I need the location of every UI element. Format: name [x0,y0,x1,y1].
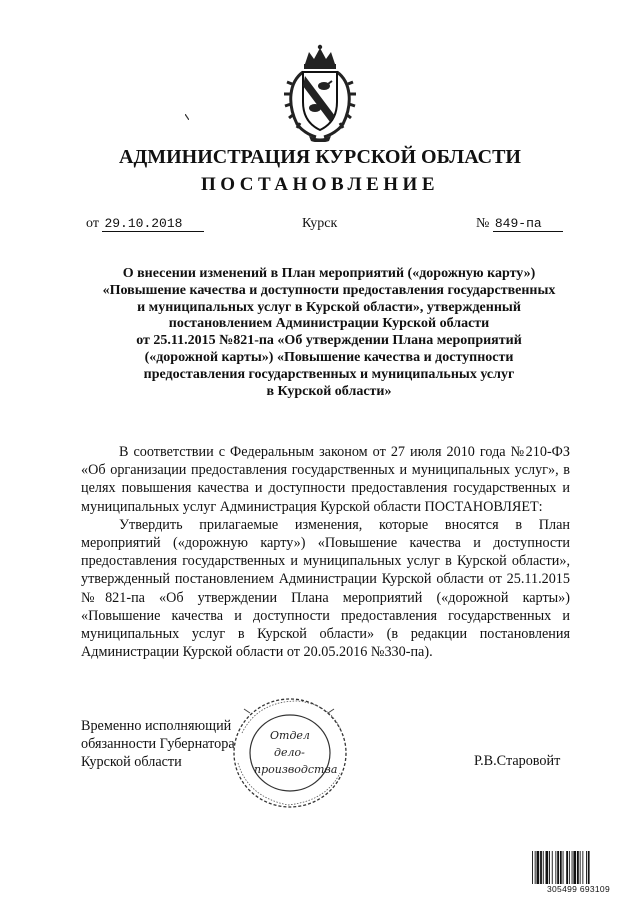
subject-line: постановлением Администрации Курской области [168,316,490,332]
stamp-text: дело- [274,746,305,759]
signatory-name: Р.В.Старовойт [474,753,561,769]
document-body [81,443,570,661]
document-subject [80,266,578,400]
document-type-title: ПОСТАНОВЛЕНИЕ [200,174,440,195]
document-city: Курск [302,216,338,231]
subject-line: в Курской области» [266,383,392,399]
position-line: Курской области [81,754,182,771]
stamp-text: производства [254,763,338,776]
office-stamp [228,693,350,811]
subject-line: от 25.11.2015 №821-па «Об утверждении Плана мероприятий [136,333,522,349]
date-prefix: от [86,216,99,231]
subject-line: и муниципальных услуг в Курской области», утвержденный [137,299,521,315]
body-paragraph-preamble: В соответствии с Федеральным законом от 27 июля 2010 года №210-ФЗ «Об организации предоставления государственных и муниципальных услуг», в целях повышения качества и доступности предоставления государственных и муниципальных услуг Администрация Курской области ПОСТАНОВЛЯЕТ: [81,444,570,515]
subject-line: О внесении изменений в План мероприятий («дорожную карту») [122,266,536,281]
document-date [86,216,204,236]
subject-line: «Повышение качества и доступности предоставления государственных [102,282,556,298]
position-line: обязанности Губернатора [81,736,235,753]
number-prefix: № [476,216,490,231]
barcode-number: 305499 693109 [531,884,626,894]
document-number [476,216,563,236]
subject-line: («дорожной карты») «Повышение качества и доступности [144,349,514,365]
kursk-coat-of-arms-icon [283,42,357,142]
stamp-text: Отдел [270,729,310,742]
subject-line: предоставления государственных и муниципальных услуг [143,366,515,382]
scan-artifact [185,114,189,120]
date-value: 29.10.2018 [102,216,204,232]
organization-title: АДМИНИСТРАЦИЯ КУРСКОЙ ОБЛАСТИ [119,146,521,168]
number-value: 849-па [493,216,563,232]
body-paragraph-resolution: Утвердить прилагаемые изменения, которые вносятся в План мероприятий («дорожную карту») «Повышение качества и доступности предоставления государственных и муниципальных услуг в Курской области», утвержденный постановлением Администрации Курской области от 25.11.2015 №821-па «Об утверждении Плана мероприятий («дорожной карты») «Повышение качества и доступности предоставления государственных и муниципальных услуг в Курской области» (в редакции постановления Администрации Курской области от 20.05.2016 №330-па). [81,516,570,661]
position-line: Временно исполняющий [81,718,232,734]
